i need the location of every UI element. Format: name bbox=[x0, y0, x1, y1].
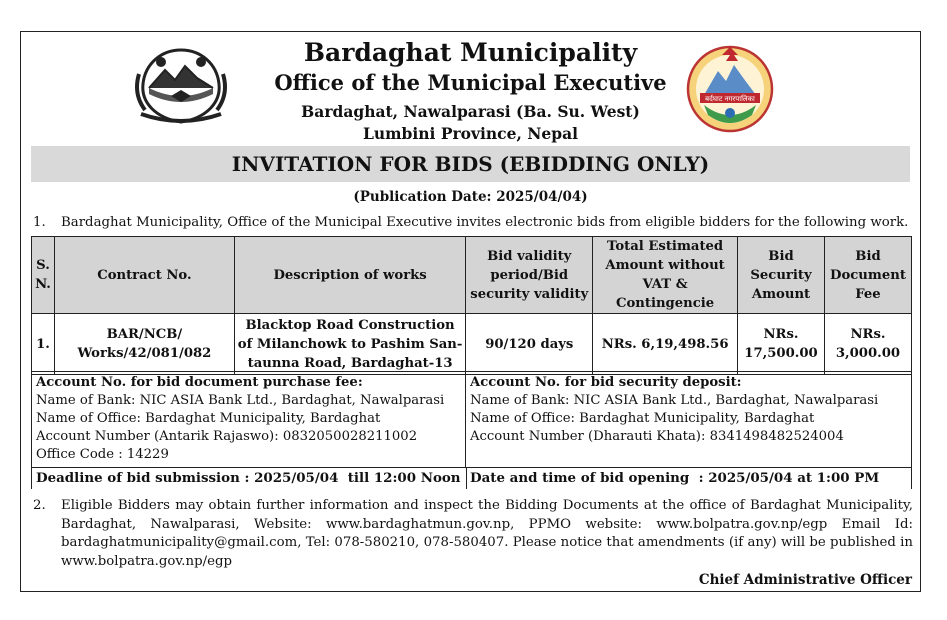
further-info-text: Eligible Bidders may obtain further information and inspect the Bidding Documents at the office of Bardaghat Municipality, Bardaghat, Nawalparasi, Website: www.bardaghatmun.gov.np, PPMO website: www.bolpatra.gov.np/egp Email Id: bardaghatmunicipality@gmail.com, Tel: 078-580210, 078-580407. Please notice that amendments (if any) will be published in www.bolpatra.gov.np/egp bbox=[61, 498, 913, 569]
para-number: 2. bbox=[33, 498, 46, 513]
municipality-title: Bardaghat Municipality bbox=[303, 38, 638, 67]
office-province: Lumbini Province, Nepal bbox=[362, 124, 579, 143]
intro-text: Bardaghat Municipality, Office of the Municipal Executive invites electronic bids from eligible bidders for the following work. bbox=[61, 215, 909, 230]
cell-description: Blacktop Road Construction of Milanchowk to Pashim San-taunna Road, Bardaghat-13 bbox=[234, 314, 466, 375]
notice-frame bbox=[20, 31, 921, 592]
purchase-office-code: Office Code : 14229 bbox=[36, 447, 169, 462]
cell-contract: BAR/NCB/ Works/42/081/082 bbox=[54, 314, 234, 375]
col-header-fee: Bid Document Fee bbox=[824, 237, 911, 314]
logo-text: बर्दघाट नगरपालिका bbox=[705, 95, 755, 103]
security-bank-name: Name of Bank: NIC ASIA Bank Ltd., Bardaghat, Nawalparasi bbox=[470, 393, 879, 408]
table-row bbox=[32, 314, 912, 375]
col-header-amount: Total Estimated Amount without VAT & Contingencie bbox=[593, 237, 738, 314]
further-info-paragraph bbox=[33, 497, 913, 571]
cell-amount: NRs. 6,19,498.56 bbox=[593, 314, 738, 375]
security-account-heading: Account No. for bid security deposit: bbox=[470, 375, 742, 390]
cell-security: NRs. 17,500.00 bbox=[738, 314, 825, 375]
purchase-office-name: Name of Office: Bardaghat Municipality, Bardaghat bbox=[36, 411, 381, 426]
bid-invitation-banner: INVITATION FOR BIDS (EBIDDING ONLY) bbox=[31, 146, 910, 182]
col-header-security: Bid Security Amount bbox=[738, 237, 825, 314]
signatory-title: Chief Administrative Officer bbox=[698, 572, 912, 588]
purchase-account-heading: Account No. for bid document purchase fee: bbox=[36, 375, 363, 390]
cell-sn: 1. bbox=[32, 314, 55, 375]
table-header-row bbox=[32, 237, 912, 314]
col-header-sn: S. N. bbox=[32, 237, 55, 314]
cell-validity: 90/120 days bbox=[466, 314, 593, 375]
office-address: Bardaghat, Nawalparasi (Ba. Su. West) bbox=[301, 102, 640, 121]
deadline-row bbox=[32, 467, 911, 489]
purchase-bank-name: Name of Bank: NIC ASIA Bank Ltd., Bardaghat, Nawalparasi bbox=[36, 393, 445, 408]
submission-deadline: Deadline of bid submission : 2025/05/04 till 12:00 Noon bbox=[36, 470, 461, 486]
deadline-divider bbox=[466, 468, 467, 489]
security-account-number: Account Number (Dharauti Khata): 8341498482524004 bbox=[470, 429, 844, 444]
bid-opening-time: Date and time of bid opening : 2025/05/04 at 1:00 PM bbox=[470, 470, 880, 486]
publication-date: (Publication Date: 2025/04/04) bbox=[353, 189, 588, 205]
bid-table bbox=[31, 236, 912, 375]
notice-header bbox=[21, 32, 920, 147]
col-header-validity: Bid validity period/Bid security validity bbox=[466, 237, 593, 314]
col-header-contract: Contract No. bbox=[54, 237, 234, 314]
office-subtitle: Office of the Municipal Executive bbox=[274, 70, 667, 95]
cell-fee: NRs. 3,000.00 bbox=[824, 314, 911, 375]
intro-paragraph bbox=[33, 215, 913, 230]
para-number: 1. bbox=[33, 215, 46, 230]
municipality-logo-icon bbox=[686, 43, 774, 135]
account-box bbox=[31, 371, 912, 489]
purchase-account-number: Account Number (Antarik Rajaswo): 0832050028211002 bbox=[36, 429, 418, 444]
security-office-name: Name of Office: Bardaghat Municipality, Bardaghat bbox=[470, 411, 815, 426]
col-header-description: Description of works bbox=[234, 237, 466, 314]
